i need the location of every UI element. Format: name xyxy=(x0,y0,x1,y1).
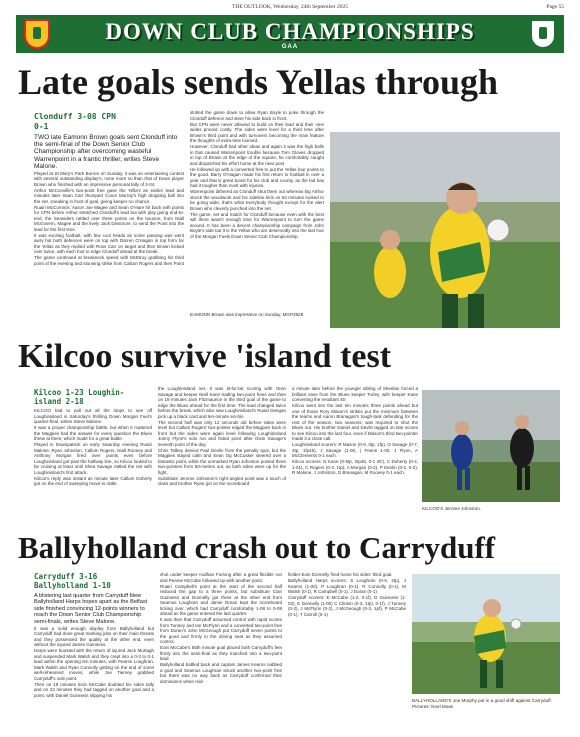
paragraph: Played at St Mary's Park Burren on Sunday, it was an entertaining contest with several outstanding display's, none more so than that of Down player Brown who finished with an impressive personal tally of 2-04. xyxy=(34,170,184,187)
story2-score-line1: Kilcoo 1-23 Loughin- xyxy=(34,388,125,397)
ballyholland-scorers: Ballyholland Harps scorers: S Loughran (0-5, 2tp), J Kearns (1-00), P Loughran (0-1), R Connolly (0-1), M Walsh (0-1), R Campbell (0-1), J Doran (0-1) xyxy=(288,578,406,594)
paragraph: Ballyholland battled back and captain James Kearns nabbed a goal and Seamus Loughran struck another two-point free but there was no way back as Carryduff confirmed their dominance when mid- xyxy=(160,662,282,684)
carryduff-scorers: Carryduff scorers: E McCabe (1-2, 0-1f), D Guinness (1-02), E Donnelly (1-00) C Clinton (0-3, 1tp), 0-1f), J Tunney (0-2), J McFlynn (0-2), J McGeough (0-3, 1pf), P McCabe (0-1), T Carroll (0-1) xyxy=(288,595,406,617)
paragraph: But CPN were never allowed to build on their lead and their nine wides proved costly. The sides were level for a third time after Brown's third point and with turnovers becoming the main feature the thoughts of extra-time loomed. xyxy=(190,121,324,143)
paragraph: Eoin McCabe's 55th minute goal placed both Carryduff's feet firmly into the semi-final as they marched into a two-point lead. xyxy=(160,645,282,661)
loughinisland-scorers: Loughinisland scorers: R Mason (0-9, 3tp, 1fp), O Savage (0-7, 3tp, 1fp45), J Savage (1-00, ) Fenns 1-00, J Flynn, A McClements 0-1 each. xyxy=(292,442,418,458)
paragraph: Arthur McConville's two-point free gave the Yella's an earlier lead and minutes later Sean Carr thumped Conor Murray's high dropping ball into the net, sneaking in front of goal, giving keeper no chance. xyxy=(34,187,184,204)
story2-column-3 xyxy=(292,386,418,522)
story2-column-1 xyxy=(34,408,152,522)
gaa-logo: GAA xyxy=(281,44,299,50)
paragraph: KILCOO had to pull out all the stops to see off Loughinisland in Saturday's thrilling Down Morgan Fuel's quarter-final, writes Steve Malone. xyxy=(34,408,152,424)
story3-score xyxy=(34,572,154,590)
newspaper-dateline: THE OUTLOOK, Wednesday, 24th September 2025 xyxy=(232,4,348,10)
story1-headline: Late goals sends Yellas through xyxy=(18,62,499,102)
story2-score-line2: island 2-18 xyxy=(34,397,84,406)
paragraph: He followed up with a converted free to put the Yellas four points to the good. Barry O'Hagan made his first return to football in over a year and that is great boost for his club and county, as the lad has had it tougher than most with injuries. xyxy=(190,166,324,188)
story2-photo-caption: KILCOO'S Jerome Johnston. xyxy=(422,506,482,511)
paragraph: shot under keeper Aodhan Furlong after a great flexible run and Pearse McCabe followed up with another point. xyxy=(160,572,282,583)
paragraph: Harps were boosted with the return of injured Jack Murtagh and suspended Mark Walsh and they crept into a 0-3 to 0-1 lead within the opening ten minutes, with Pearse Loughran, Mark Walsh and Ryan Connolly getting on the end of some well-rehearsed moves, while Joe Tierney grabbed Carryduff's sole point. xyxy=(34,648,154,681)
paragraph: Substitute Jerome Johnston's right angled point was a touch of class and brother Ryan got on the scoreboard xyxy=(158,475,286,486)
story2-photo xyxy=(422,390,560,502)
story1-column-2 xyxy=(190,110,324,310)
section-banner xyxy=(16,15,564,53)
paragraph: The game, set and match for Clonduff because even with the best will there wasn't enough time for Warrenpoint to turn the game around. It has been a decent championship campaign from John Boyle's side but it is the Yellas who are deservedly into the last four of the Morgan Fuels Down Senior Club Championship. xyxy=(190,211,324,239)
story1-photo xyxy=(330,132,560,328)
story3-column-2 xyxy=(160,572,282,731)
story1-score xyxy=(34,112,184,132)
paragraph: It was a proper championship battle, but when it mattered the Magpies had the answer for every question the Blues threw at them, which made for a great battle. xyxy=(34,425,152,441)
paragraph: Ruairi Campbell's point at the start of the second half reduced the gap to a three points, but substitute Cian Guinness and Donnelly got three at the other end from Seamus Loughran and Jamie Doran kept the scoreboard ticking over, which had Carryduff comfortably 1-08 to 0-08 ahead as the game entered the last quarter. xyxy=(160,583,282,616)
kilcoo-scorers: Kilcoo scorers: N Kane (0-5tp, 2tp45, 0-1 45'), C Doherty (0-4, 1-01), C Rogers (0-3, 1tp), A Morgan (0-2), P Devlin (0-2, 0-2), R Malone, J Johnston, D Branagan, M Rooney 0-1 each. xyxy=(292,459,418,475)
paragraph: Then on 18 minutes Eoin McCabe doubled his sides tally and on 22 minutes they had tagged on another goal and a point, with Daniel Guinness slipping his xyxy=(34,681,154,698)
story1-column-1 xyxy=(34,134,184,330)
story2-column-2 xyxy=(158,386,286,522)
paragraph: Kilcoo's reply was instant as minute later Callum Doherty got on the end of sweeping move to rattle xyxy=(34,475,152,486)
paragraph: slotted the game down to allow Ryan Boyle to poke through the Clonduff defence and steer his side back in front. xyxy=(190,110,324,121)
paragraph: Played in Downpatrick on early Saturday evening Ruairi Malone, Ryan Johnston, Callum Rogers, Niall Rooney and Anthony Morgan fired over points even before Loughinisland got past the halfway line, so Kilcoo looked to be cruising at least until Shea Savage rattled the net with Loughinisland's first attack. xyxy=(34,442,152,475)
paragraph: It was then that Carryduff assumed control with rapid scores from Tunney and Ian McFlynn and a converted two-point free from Doran's John McGeough put Carryduff seven points to the good and firmly in the driving seat as they assumed control. xyxy=(160,617,282,644)
story3-column-1 xyxy=(34,593,154,731)
banner-title: DOWN CLUB CHAMPIONSHIPS xyxy=(105,19,475,44)
paragraph: However, Clonduff had other ideas and again it was the high balls in that caused Warrenpoint trouble because Tom Gloves dropped in top of Brown at the edge of the square, he comfortably caught and dispatched his effort home at the near post. xyxy=(190,144,324,166)
story3-photo-caption: BALLYHOLLAND'S Joe Murphy put in a good shift against Carryduff. Pictures: Noel Moan xyxy=(412,698,552,709)
story1-photo-caption: EAMONN Brown was impressive on Sunday. MGP3628 xyxy=(190,312,304,317)
page-number: Page 55 xyxy=(546,4,564,10)
story2-headline: Kilcoo survive 'island test xyxy=(18,338,392,375)
gaa-crest-icon xyxy=(530,19,556,49)
paragraph: Chris Talbey denied Paul Devlin from the penalty spot, but the Magpies stayed calm and Sean Og McCusker steered over a fantastic point, while the unmarked Ryan Johnston posted three two-pointers from 50-metres out, as both sides were up for the fight. xyxy=(158,447,286,475)
story1-score-line1: Clonduff 3-08 CPN xyxy=(34,112,116,121)
story1-score-line2: 0-1 xyxy=(34,122,49,131)
story3-headline: Ballyholland crash out to Carryduff xyxy=(18,530,496,565)
story3-score-line1: Carryduff 3-16 xyxy=(34,572,98,581)
story3-column-3 xyxy=(288,572,406,731)
story3-photo xyxy=(412,574,560,694)
paragraph: The second half was only 12 seconds old before sides were level but Callum Rogers' two-pointer edged the Magpies back in front but the sides were again level following Loughinisland Jonny Flynn's solo run and fisted point after Oisin Savage's seventh point of the day. xyxy=(158,419,286,447)
story3-lede: A blistering last quarter from Carryduff blew Ballyholland Harps hopes apart as the Belfast side finished convincing 12-points winners to reach the Down Senior Club Championship semi-finals, writes Steve Malone. xyxy=(34,593,148,625)
paragraph: The game continued at breakneck speed with McEtroy grabbing his third point of the evening and stunning strike from Callum Rogers and then Point xyxy=(34,255,184,266)
story1-lede: TWO late Eamonn Brown goals sent Clonduff into the semi-final of the Down Senior Club Championship after overcoming wasteful Warrenpoint in a frantic thriller, writes Steve Malone. xyxy=(34,134,178,170)
paragraph: Kilcoo went into the last ten minutes three points ahead but one of those Rory Mason's strikes put the minimum between the teams and Aaron Branagan's tough-task defending for the rest of the season, two seasons; was required to shut the Blues out. His brother Daniel and Devlin tagged on late scores to see Kilcoo into the last four, even if Mason's third two-pointer made it a close call. xyxy=(292,403,418,441)
paragraph: It was exciting football, with few cool heads as some passing was went awry but both defences were on top with Darren O'Hagan in top form for the Yellas as they replied with Ross Carr on target and then Brown kicked over twice, with each foot to edge Clonduff ahead at the break. xyxy=(34,232,184,255)
story2-score xyxy=(34,388,152,406)
paragraph: a minute later before the younger sibling of Sheelan forced a brilliant save from the Blues keeper Turley, with keeper Kane converting the resultant 45'. xyxy=(292,386,418,402)
paragraph: the Loughinisland net. It was tit-for-tat scoring with Oisin Savage and keeper Niall Kane trading two-point frees and then on 19 minutes Jack Fitzmaurice in the third goal of the game to edge the Blues ahead for the first time. The lead changed twice before the break, which also saw Loughinisland's Ruairi Deegan pick up a black card and ten-minute sin-bin. xyxy=(158,386,286,419)
paragraph: fielder Eoin Donnelly fired home his sides' third goal. xyxy=(288,572,393,577)
paragraph: Warrenpoint dithered as Clonduff shut them out whereas big Arthur struck the woodwork and his sideline kick on 63 minutes looked to be going wide, that's what everybody thought except for the alert Brown who cleverly punched into the net. xyxy=(190,189,324,211)
running-header xyxy=(16,4,564,15)
paragraph: It was a solid enough display from Ballyholland but Carryduff had done great marking jobs on their main threats and they possessed the quality at the other end, even without the injured James Guinness. xyxy=(34,625,154,648)
story3-score-line2: Ballyholland 1-10 xyxy=(34,581,111,590)
paragraph: Ruairi McCormick, Aaron Joe Magee and Sean O'Hare hit back with points for CPN before Arthur stretched Clonduff's lead but with play going end-to-end, the Seasiders rattled over three points on the bounce, from Niall McGovern, Magee and the lively Jack Dinsmore, to send the Point into the lead for the first time. xyxy=(34,204,184,232)
